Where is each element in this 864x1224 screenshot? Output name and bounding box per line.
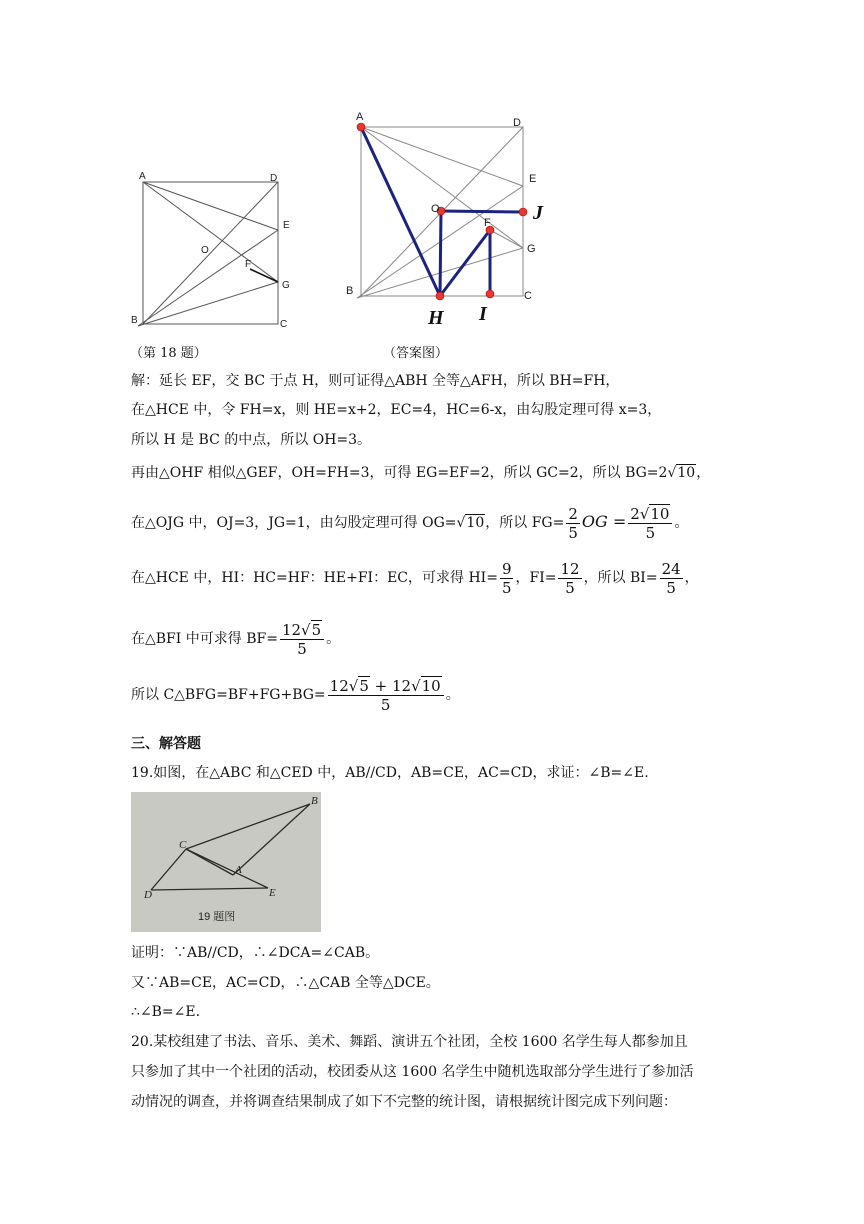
segment-ho [440,211,441,296]
label-o: O [431,203,440,215]
segment-hf [440,230,490,296]
line-de [151,888,268,890]
question-19: 19.如图，在△ABC 和△CED 中，AB//CD，AB=CE，AC=CD，求证：∠B=∠E. [131,765,649,781]
solution-line-1: 解：延长 EF，交 BC 于点 H，则可证得△ABH 全等△AFH，所以 BH=FH， [131,373,620,389]
line-cb [186,804,310,849]
label-j: J [533,202,543,224]
point-j [519,208,527,216]
label-f: F [245,259,252,270]
sqrt-og: √10 [456,515,485,531]
question-20-line-1: 20.某校组建了书法、音乐、美术、舞蹈、演讲五个社团，全校 1600 名学生每人都参加且 [131,1034,688,1050]
solution-line-4: 再由△OHF 相似△GEF，OH=FH=3，可得 EG=EF=2，所以 GC=2，所以 BG=2√10， [131,462,710,484]
label-b: B [131,315,138,326]
figure-19-caption: 19 题图 [198,911,236,923]
label-g: G [527,243,536,255]
question-20-line-2: 只参加了其中一个社团的活动，校团委从这 1600 名学生中随机选取部分学生进行了参加活 [131,1064,694,1080]
label-d: D [144,889,152,901]
solution-line-8: 所以 C△BFG=BF+FG+BG= $\frac{12√5 + 12√10}{5}$ 。 [131,676,460,714]
label-a: A [356,111,364,123]
label-h: H [428,307,444,328]
proof-line-2: 又∵AB=CE，AC=CD，∴△CAB 全等△DCE。 [131,975,440,991]
label-d: D [270,173,278,184]
answer-figure [340,108,560,328]
line-ca [186,849,233,875]
segment-oj [441,211,523,212]
label-e: E [283,220,290,231]
line-cd [151,849,186,890]
label-d: D [513,117,521,129]
line-ag [143,182,278,282]
point-a [357,123,365,131]
proof-line-3: ∴∠B=∠E. [131,1004,201,1020]
label-e: E [529,173,537,185]
fraction-bi: $\frac{24}{5}$ [661,559,681,597]
line-ba [233,804,310,875]
line-ae [143,182,278,230]
label-c: C [524,290,532,302]
label-c: C [280,319,288,330]
label-b: B [346,285,354,297]
section-heading: 三、解答题 [131,736,201,752]
label-g: G [282,280,290,291]
figure-18-caption: （第 18 题） [130,346,207,361]
figure-18 [130,170,300,335]
solution-line-5: 在△OJG 中，OJ=3，JG=1，由勾股定理可得 OG=√10，所以 FG= $\frac{2}{5}$ OG = $\frac{2√10}{5}$ 。 [131,500,688,545]
fraction-perimeter: $\frac{12√5 + 12√10}{5}$ [328,677,444,714]
solution-line-7: 在△BFI 中可求得 BF= $\frac{12√5}{5}$ 。 [131,620,341,658]
label-e: E [269,887,276,899]
point-h [436,292,444,300]
line-fg [490,230,523,248]
label-a: A [139,171,146,182]
proof-line-1: 证明：∵AB//CD，∴∠DCA=∠CAB。 [131,945,380,961]
solution-line-6: 在△HCE 中，HI：HC=HF：HE+FI：EC，可求得 HI= $\frac{9}{5}$ ，FI= $\frac{12}{5}$ ，所以 BI= $\frac{24}{5}$ ， [131,559,699,597]
fraction-two-fifths: $\frac{2}{5}$ [568,504,578,542]
label-a: A [235,864,242,876]
line-bg [138,282,278,326]
segment-ah [361,127,440,296]
solution-line-2: 在△HCE 中，令 FH=x，则 HE=x+2，EC=4，HC=6-x，由勾股定理可得 x=3， [131,402,662,418]
figure-19-drawing [131,792,321,932]
label-i: I [479,303,487,325]
label-b: B [311,795,318,807]
label-f: F [484,217,491,229]
question-20-line-3: 动情况的调查，并将调查结果制成了如下不完整的统计图，请根据统计图完成下列问题： [131,1094,677,1110]
figure-19 [131,792,321,932]
fraction-fi: $\frac{12}{5}$ [560,559,580,597]
fraction-bf: $\frac{12√5}{5}$ [280,621,324,658]
solution-line-3: 所以 H 是 BC 的中点，所以 OH=3。 [131,432,372,448]
answer-figure-caption: （答案图） [383,346,449,361]
label-c: C [179,839,187,851]
fraction-fg-value: $\frac{2√10}{5}$ [628,505,672,542]
segment-fg [250,269,278,282]
sqrt-bg: √10 [667,465,696,481]
fraction-hi: $\frac{9}{5}$ [501,559,512,597]
label-o: O [201,245,209,256]
point-i [486,290,494,298]
